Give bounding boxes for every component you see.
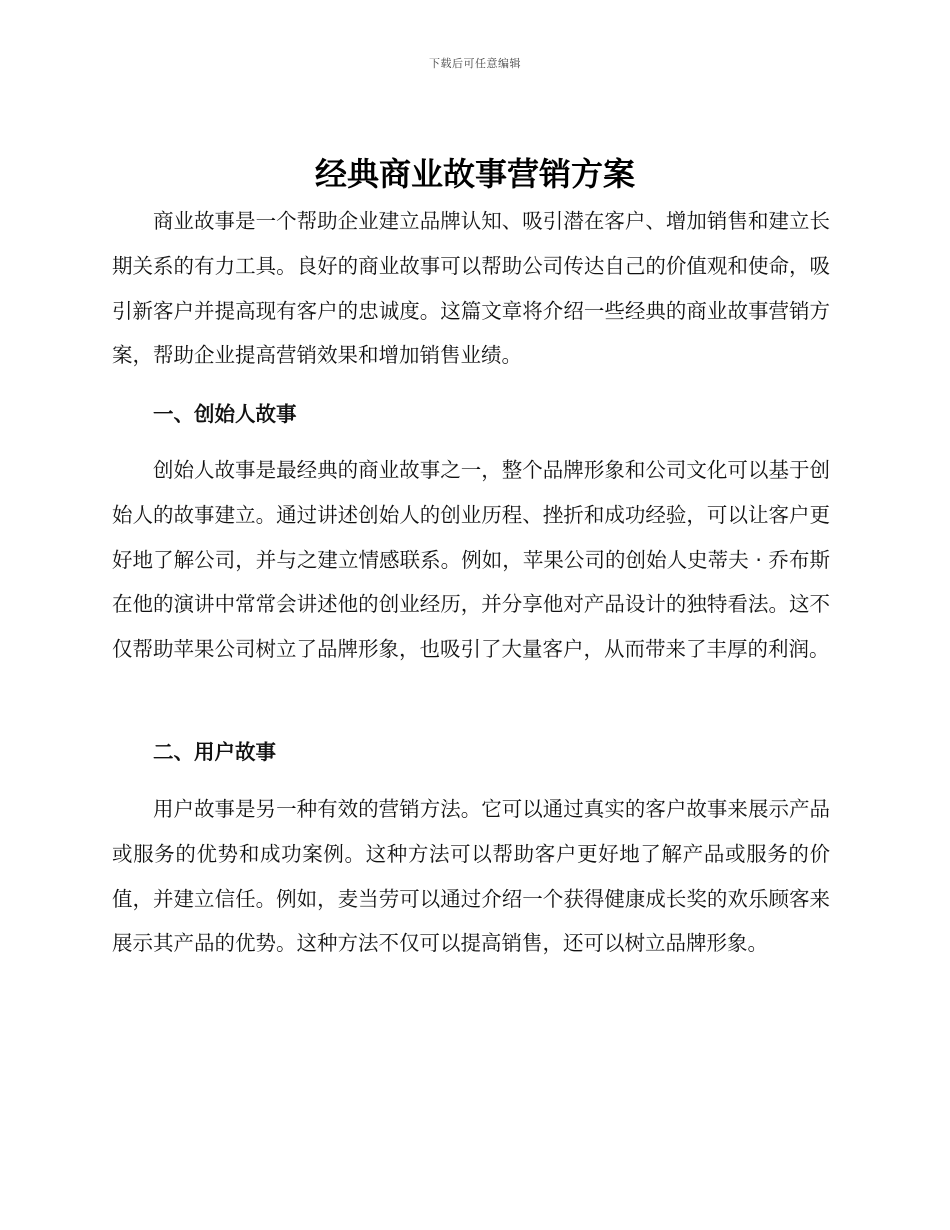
- intro-paragraph: 商业故事是一个帮助企业建立品牌认知、吸引潜在客户、增加销售和建立长期关系的有力工具。良好的商业故事可以帮助公司传达自己的价值观和使命，吸引新客户并提高现有客户的忠诚度。这篇文章将介绍一些经典的商业故事营销方案，帮助企业提高营销效果和增加销售业绩。: [112, 209, 830, 368]
- section-1-body-wrap: [112, 448, 830, 672]
- header-note: 下载后可任意编辑: [429, 57, 521, 70]
- section-2-heading-wrap: [112, 730, 830, 775]
- section-body-founder-story: 创始人故事是最经典的商业故事之一，整个品牌形象和公司文化可以基于创始人的故事建立。通过讲述创始人的创业历程、挫折和成功经验，可以让客户更好地了解公司，并与之建立情感联系。例如，苹果公司的创始人史蒂夫 · 乔布斯在他的演讲中常常会讲述他的创业经历，并分享他对产品设计的独特看法。这不仅帮助苹果公司树立了品牌形象，也吸引了大量客户，从而带来了丰厚的利润。: [112, 458, 830, 662]
- section-2-body-wrap: [112, 787, 830, 966]
- section-1-heading-wrap: [112, 392, 830, 437]
- intro-section: [112, 199, 830, 378]
- document-title: 经典商业故事营销方案: [314, 155, 635, 193]
- section-body-user-story: 用户故事是另一种有效的营销方法。它可以通过真实的客户故事来展示产品或服务的优势和成功案例。这种方法可以帮助客户更好地了解产品或服务的价值，并建立信任。例如，麦当劳可以通过介绍一个获得健康成长奖的欢乐顾客来展示其产品的优势。这种方法不仅可以提高销售，还可以树立品牌形象。: [112, 797, 830, 956]
- section-heading-user-story: 二、用户故事: [153, 740, 276, 764]
- section-heading-founder-story: 一、创始人故事: [153, 402, 297, 426]
